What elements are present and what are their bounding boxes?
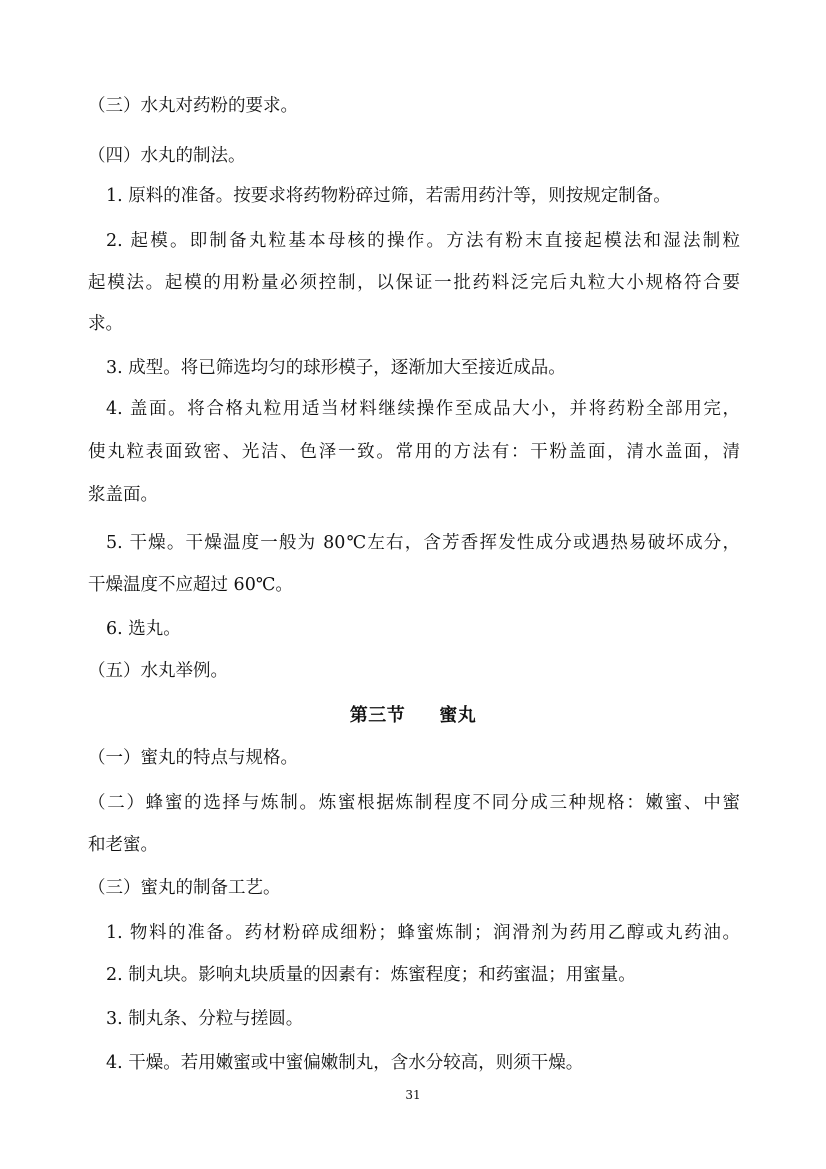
text-line: 3. 成型。将已筛选均匀的球形模子，逐渐加大至接近成品。 xyxy=(106,358,566,378)
text-line: 3. 制丸条、分粒与搓圆。 xyxy=(106,1009,304,1029)
text-line: 5. 干燥。干燥温度一般为 80℃左右，含芳香挥发性成分或遇热易破坏成分， xyxy=(106,533,740,553)
text-line: 干燥温度不应超过 60℃。 xyxy=(88,575,293,595)
text-line: （五）水丸举例。 xyxy=(88,661,228,681)
text-line: （三）蜜丸的制备工艺。 xyxy=(88,878,281,898)
section-number: 第三节 xyxy=(349,705,406,726)
text-line: （二）蜂蜜的选择与炼制。炼蜜根据炼制程度不同分成三种规格：嫩蜜、中蜜 xyxy=(88,793,740,813)
text-line: 4. 盖面。将合格丸粒用适当材料继续操作至成品大小，并将药粉全部用完， xyxy=(106,399,740,419)
text-line: 2. 起模。即制备丸粒基本母核的操作。方法有粉末直接起模法和湿法制粒 xyxy=(106,231,740,251)
text-line: 求。 xyxy=(88,314,123,334)
text-line: （四）水丸的制法。 xyxy=(88,146,246,166)
text-line: 6. 选丸。 xyxy=(106,619,181,639)
text-line: 2. 制丸块。影响丸块质量的因素有：炼蜜程度；和药蜜温；用蜜量。 xyxy=(106,965,636,985)
text-line: 1. 原料的准备。按要求将药物粉碎过筛，若需用药汁等，则按规定制备。 xyxy=(106,186,671,206)
text-line: 浆盖面。 xyxy=(88,485,158,505)
text-line: 1. 物料的准备。药材粉碎成细粉；蜂蜜炼制；润滑剂为药用乙醇或丸药油。 xyxy=(106,923,740,943)
text-line: 和老蜜。 xyxy=(88,835,158,855)
text-line: （三）水丸对药粉的要求。 xyxy=(88,96,298,116)
page-number: 31 xyxy=(405,1088,421,1102)
text-line: 4. 干燥。若用嫩蜜或中蜜偏嫩制丸，含水分较高，则须干燥。 xyxy=(106,1053,584,1073)
text-line: 起模法。起模的用粉量必须控制，以保证一批药料泛完后丸粒大小规格符合要 xyxy=(88,273,740,293)
text-line: （一）蜜丸的特点与规格。 xyxy=(88,748,298,768)
section-heading xyxy=(0,705,826,727)
text-line: 使丸粒表面致密、光洁、色泽一致。常用的方法有：干粉盖面，清水盖面，清 xyxy=(88,442,740,462)
section-title: 蜜丸 xyxy=(439,705,477,726)
